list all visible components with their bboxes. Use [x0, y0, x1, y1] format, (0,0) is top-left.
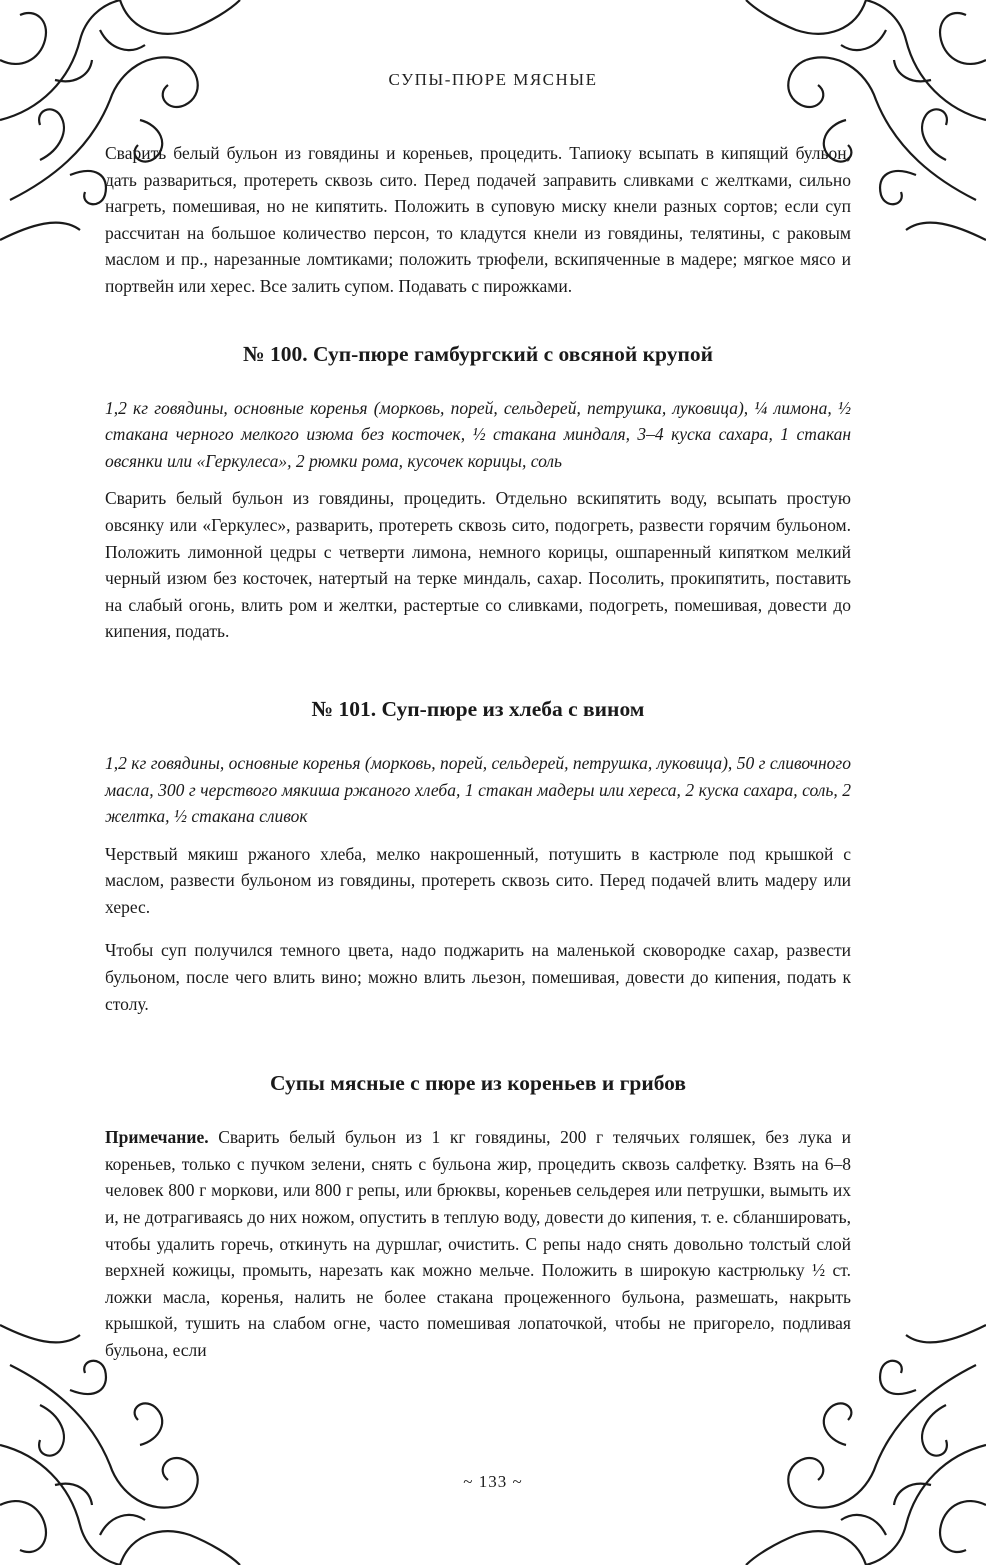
note-text: Сварить белый бульон из 1 кг говядины, 200 г телячьих голяшек, без лука и кореньев, только с пучком зелени, снять с бульона жир, процедить сквозь салфетку. Взять на 6–8 человек 800 г моркови, или 800 г репы, или брюквы, кореньев сельдерея или петрушки, вымыть их и, не дотрагиваясь до них ножом, опустить в теплую воду, довести до кипения, т. е. сбланшировать, чтобы удалить горечь, откинуть на дуршлаг, очистить. С репы надо снять довольно толстый слой верхней кожицы, промыть, нарезать как можно мельче. Положить в широкую кастрюльку ½ ст. ложки масла, коренья, налить не более стакана процеженного бульона, размешать, накрыть крышкой, тушить на слабом огне, часто помешивая лопаточкой, чтобы не пригорело, подливая бульона, если: [105, 1127, 851, 1360]
page-number: ~ 133 ~: [463, 1472, 523, 1491]
recipe-100-method: Сварить белый бульон из говядины, процедить. Отдельно вскипятить воду, всыпать простую овсянку или «Геркулес», разварить, протереть сквозь сито, подогреть, развести горячим бульоном. Положить лимонной цедры с четверти лимона, немного корицы, ошпаренный кипятком мелкий черный изюм без косточек, натертый на терке миндаль, сахар. Посолить, прокипятить, поставить на слабый огонь, влить ром и желтки, растертые со сливками, подогреть, помешивая, довести до кипения, подать.: [105, 488, 851, 642]
recipe-101-method-1: Черствый мякиш ржаного хлеба, мелко накрошенный, потушить в кастрюле под крышкой с маслом, развести бульоном из говядины, протереть сквозь сито. Перед подачей влить мадеру или херес.: [105, 843, 851, 917]
recipe-100-ingredients: 1,2 кг говядины, основные коренья (морковь, порей, сельдерей, петрушка, луковица), ¼ лимона, ½ стакана черного мелкого изюма без косточек, ½ стакана миндаля, 3–4 куска сахара, 1 стакан овсянки или «Геркулеса», 2 рюмки рома, кусочек корицы, соль: [105, 397, 851, 471]
intro-paragraph: Сварить белый бульон из говядины и кореньев, процедить. Тапиоку всыпать в кипящий бульон, дать развариться, протереть сквозь сито. Перед подачей заправить сливками с желтками, сильно нагреть, помешивая, но не кипятить. Положить в суповую миску кнели разных сортов; если суп рассчитан на большое количество персон, то кладутся кнели из говядины, телятины, с раковым маслом и пр., нарезанные ломтиками; положить трюфели, вскипяченные в мадере; мягкое мясо и портвейн или херес. Все залить супом. Подавать с пирожками.: [105, 143, 851, 296]
page-body: [105, 140, 851, 1364]
note-label: Примечание.: [105, 1127, 209, 1148]
recipe-101-method-2: Чтобы суп получился темного цвета, надо поджарить на маленькой сковородке сахар, развести бульоном, после чего влить вино; можно влить льезон, помешивая, довести до кипения, подать к столу.: [105, 940, 851, 1014]
recipe-101-title: № 101. Суп-пюре из хлеба с вином: [311, 696, 645, 721]
running-head: СУПЫ-ПЮРЕ МЯСНЫЕ: [388, 70, 598, 89]
section-note: [105, 1124, 851, 1363]
recipe-100-title: № 100. Суп-пюре гамбургский с овсяной крупой: [242, 341, 714, 366]
section-title: Супы мясные с пюре из кореньев и грибов: [269, 1071, 687, 1096]
recipe-101-ingredients: 1,2 кг говядины, основные коренья (морковь, порей, сельдерей, петрушка, луковица), 50 г сливочного масла, 300 г черствого мякиша ржаного хлеба, 1 стакан мадеры или хереса, 2 куска сахара, соль, 2 желтка, ½ стакана сливок: [105, 752, 851, 827]
